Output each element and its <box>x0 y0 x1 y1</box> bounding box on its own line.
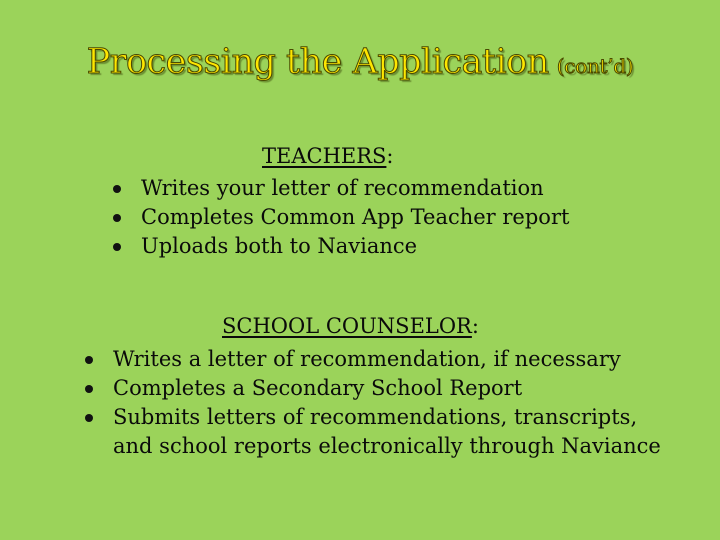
teachers-heading-colon: : <box>386 144 394 168</box>
counselor-heading-colon: : <box>471 314 479 338</box>
teachers-list <box>111 174 569 261</box>
bullet-icon <box>85 356 93 364</box>
bullet-icon <box>85 414 93 422</box>
list-item-text: Writes a letter of recommendation, if necessary <box>113 347 621 371</box>
counselor-heading <box>222 313 479 339</box>
bullet-icon <box>113 185 121 193</box>
bullet-icon <box>113 214 121 222</box>
list-item <box>83 345 673 374</box>
list-item <box>111 232 569 261</box>
bullet-icon <box>85 385 93 393</box>
list-item <box>111 203 569 232</box>
list-item-text: Uploads both to Naviance <box>141 234 418 258</box>
list-item-text: Writes your letter of recommendation <box>141 176 544 200</box>
list-item <box>83 374 673 403</box>
slide-title <box>0 42 720 82</box>
teachers-heading-label: TEACHERS <box>262 144 387 168</box>
list-item <box>83 403 673 461</box>
teachers-heading <box>262 143 394 169</box>
list-item-text: Completes Common App Teacher report <box>141 205 570 229</box>
list-item-text: Completes a Secondary School Report <box>113 376 523 400</box>
list-item-text: Submits letters of recommendations, transcripts, and school reports electronically through Naviance <box>113 405 661 458</box>
title-text: Processing the Application <box>86 42 549 82</box>
list-item <box>111 174 569 203</box>
counselor-list <box>83 345 673 461</box>
title-suffix: (cont’d) <box>556 54 634 78</box>
bullet-icon <box>113 243 121 251</box>
counselor-heading-label: SCHOOL COUNSELOR <box>222 314 472 338</box>
